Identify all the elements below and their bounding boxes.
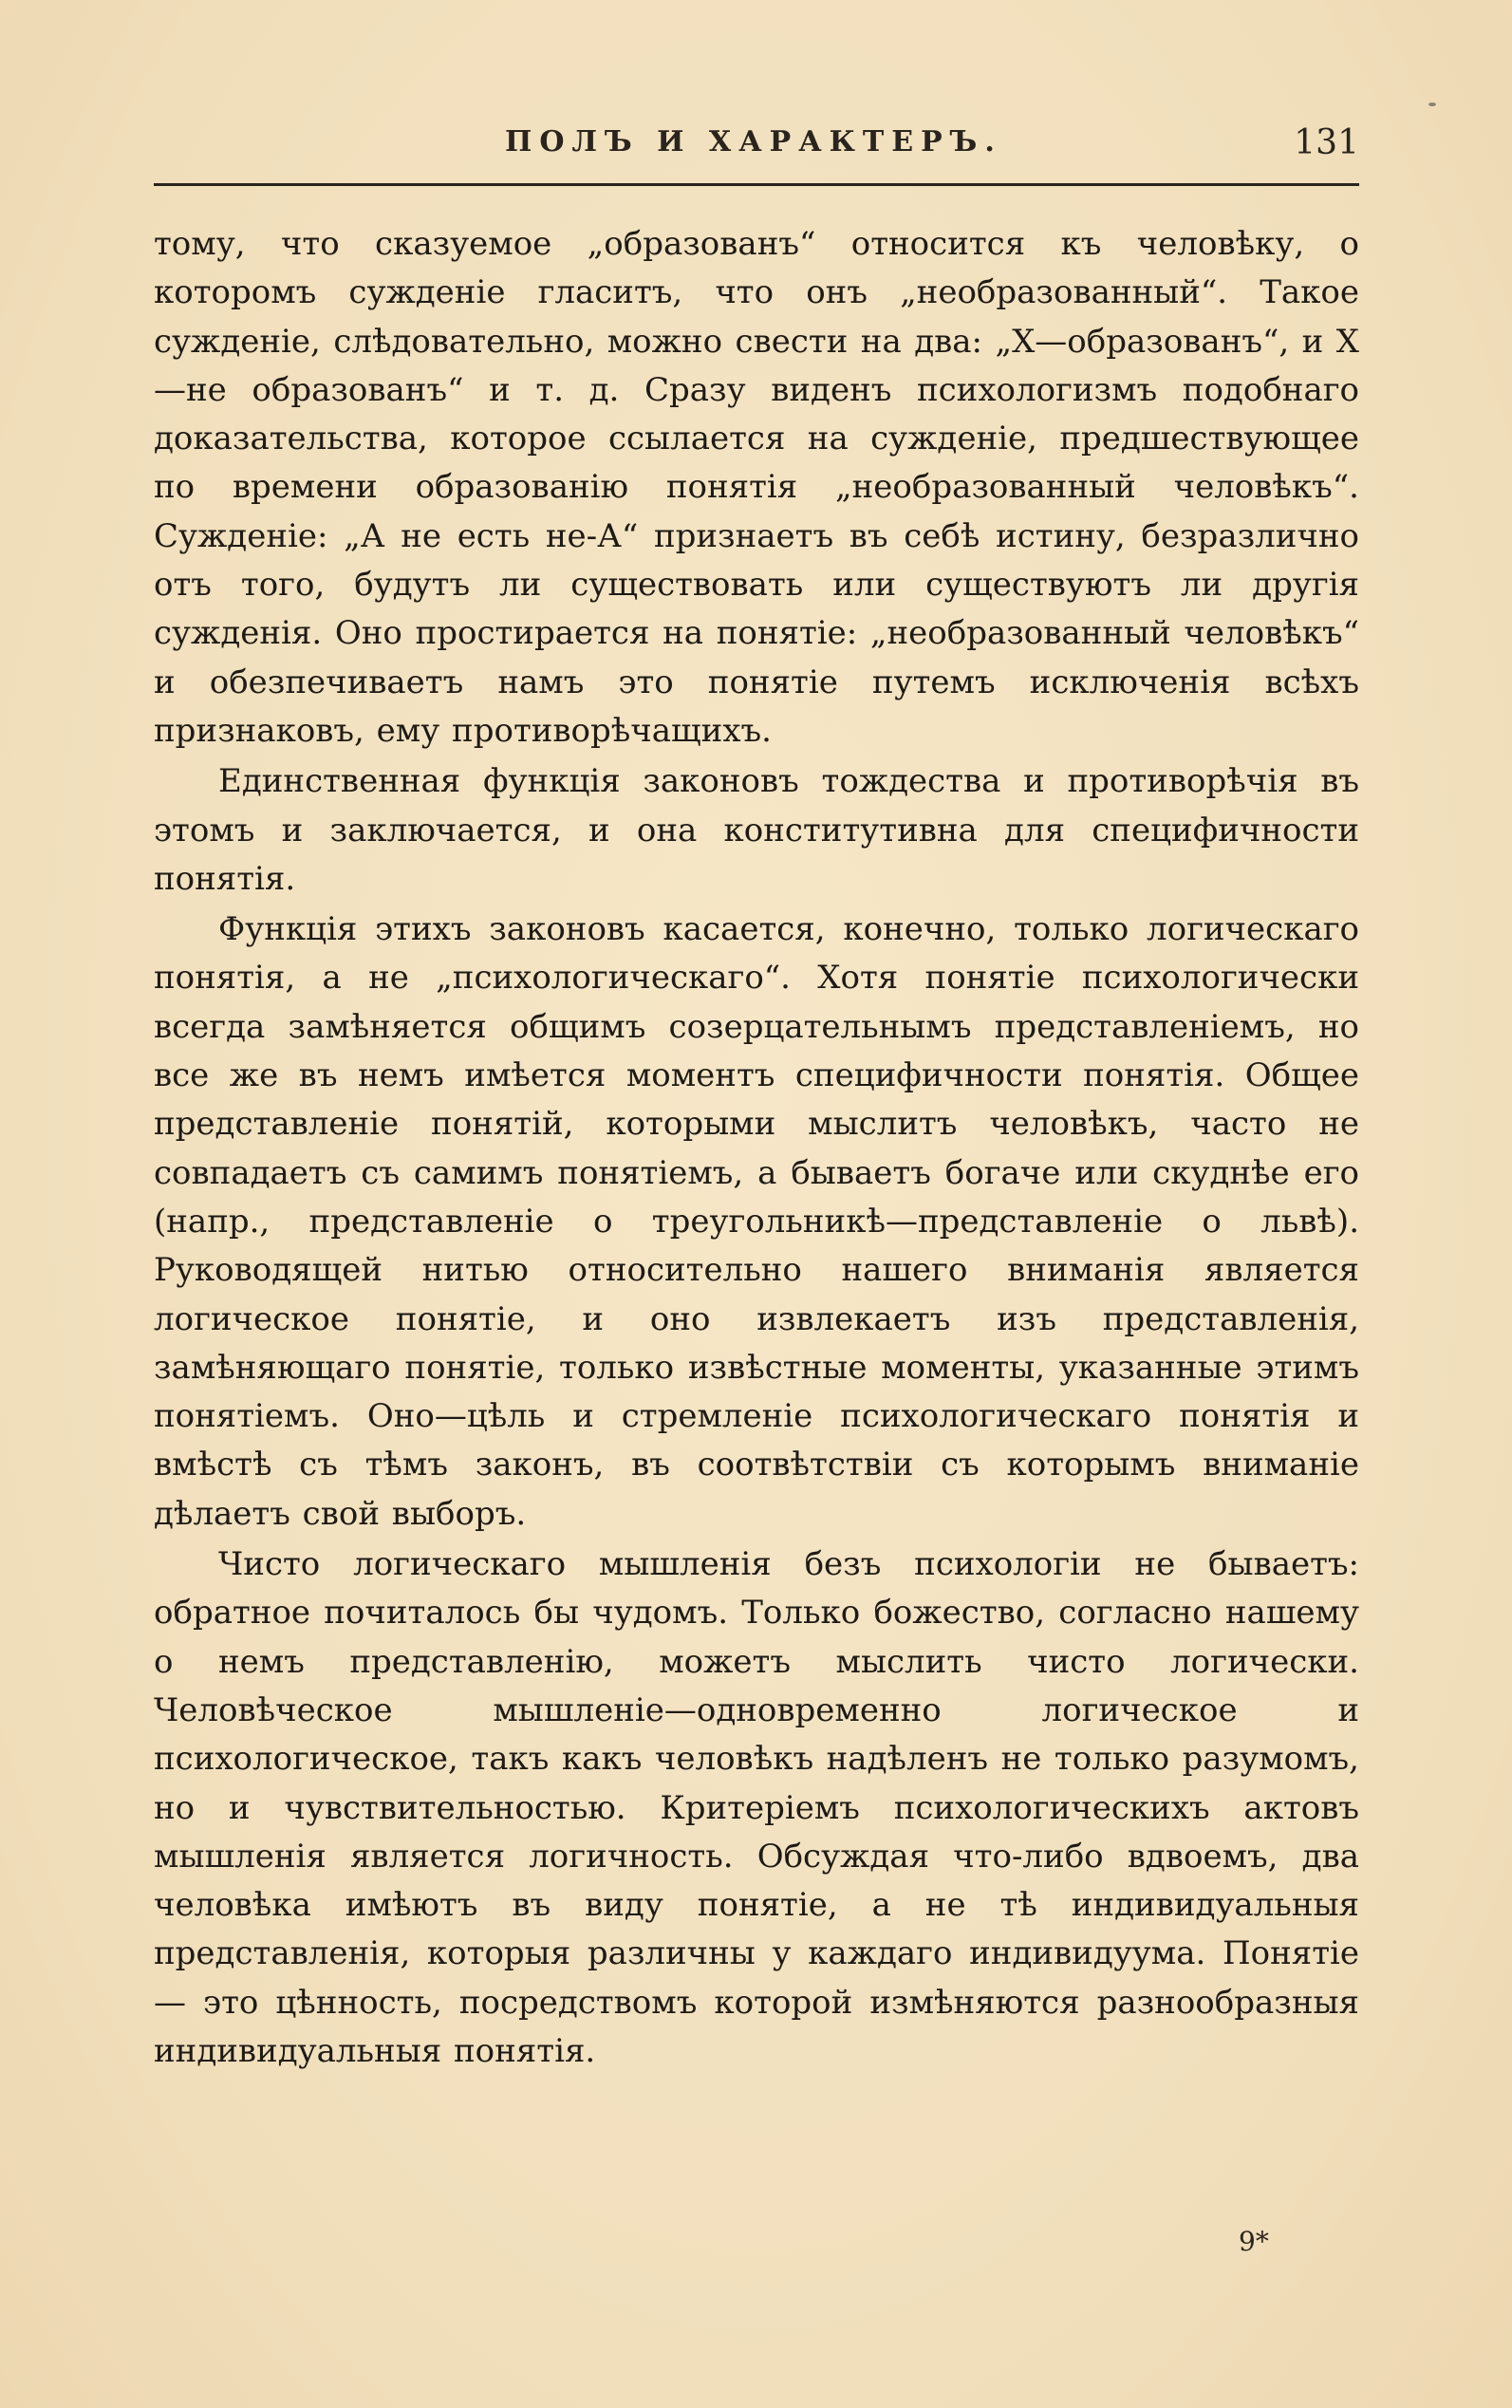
paragraph: Единственная функція законовъ тождества и противорѣчія въ этомъ и заключается, и она конститутивна для специфичности понятія. — [154, 762, 1359, 898]
page-header — [154, 125, 1359, 182]
running-title: ПОЛЪ И ХАРАКТЕРЪ. — [505, 125, 1002, 159]
page-number: 131 — [1294, 123, 1359, 162]
body-text — [154, 220, 1359, 2076]
ink-speck — [1428, 103, 1436, 106]
header-rule — [154, 183, 1359, 186]
paragraph: Функція этихъ законовъ касается, конечно, только логическаго понятія, а не „психологическаго“. Хотя понятіе психологически всегда замѣняется общимъ созерцательнымъ представленіемъ, но все же въ немъ имѣется моментъ специфичности понятія. Общее представленіе понятій, которыми мыслитъ человѣкъ, часто не совпадаетъ съ самимъ понятіемъ, а бываетъ богаче или скуднѣе его (напр., представленіе о треугольникѣ—представленіе о львѣ). Руководящей нитью относительно нашего вниманія является логическое понятіе, и оно извлекаетъ изъ представленія, замѣняющаго понятіе, только извѣстные моменты, указанные этимъ понятіемъ. Оно—цѣль и стремленіе психологическаго понятія и вмѣстѣ съ тѣмъ законъ, въ соотвѣтствіи съ которымъ вниманіе дѣлаетъ свой выборъ. — [154, 910, 1359, 1533]
paragraph-continuation: тому, что сказуемое „образованъ“ относится къ человѣку, о которомъ сужденіе гласитъ, что онъ „необразованный“. Такое сужденіе, слѣдовательно, можно свести на два: „Х—образованъ“, и Х—не образованъ“ и т. д. Сразу виденъ психологизмъ подобнаго доказательства, которое ссылается на сужденіе, предшествующее по времени образованію понятія „необразованный человѣкъ“. Сужденіе: „А не есть не-А“ признаетъ въ себѣ истину, безразлично отъ того, будутъ ли существовать или существуютъ ли другія сужденія. Оно простирается на понятіе: „необразованный человѣкъ“ и обезпечиваетъ намъ это понятіе путемъ исключенія всѣхъ признаковъ, ему противорѣчащихъ. — [154, 225, 1359, 750]
signature-mark: 9* — [1239, 2226, 1269, 2257]
paragraph: Чисто логическаго мышленія безъ психологіи не бываетъ: обратное почиталось бы чудомъ. Только божество, согласно нашему о немъ представленію, можетъ мыслить чисто логически. Человѣческое мышленіе—одновременно логическое и психологическое, такъ какъ человѣкъ надѣленъ не только разумомъ, но и чувствительностью. Критеріемъ психологическихъ актовъ мышленія является логичность. Обсуждая что-либо вдвоемъ, два человѣка имѣютъ въ виду понятіе, а не тѣ индивидуальныя представленія, которыя различны у каждаго индивидуума. Понятіе — это цѣнность, посредствомъ которой измѣняются разнообразныя индивидуальныя понятія. — [154, 1545, 1359, 2070]
